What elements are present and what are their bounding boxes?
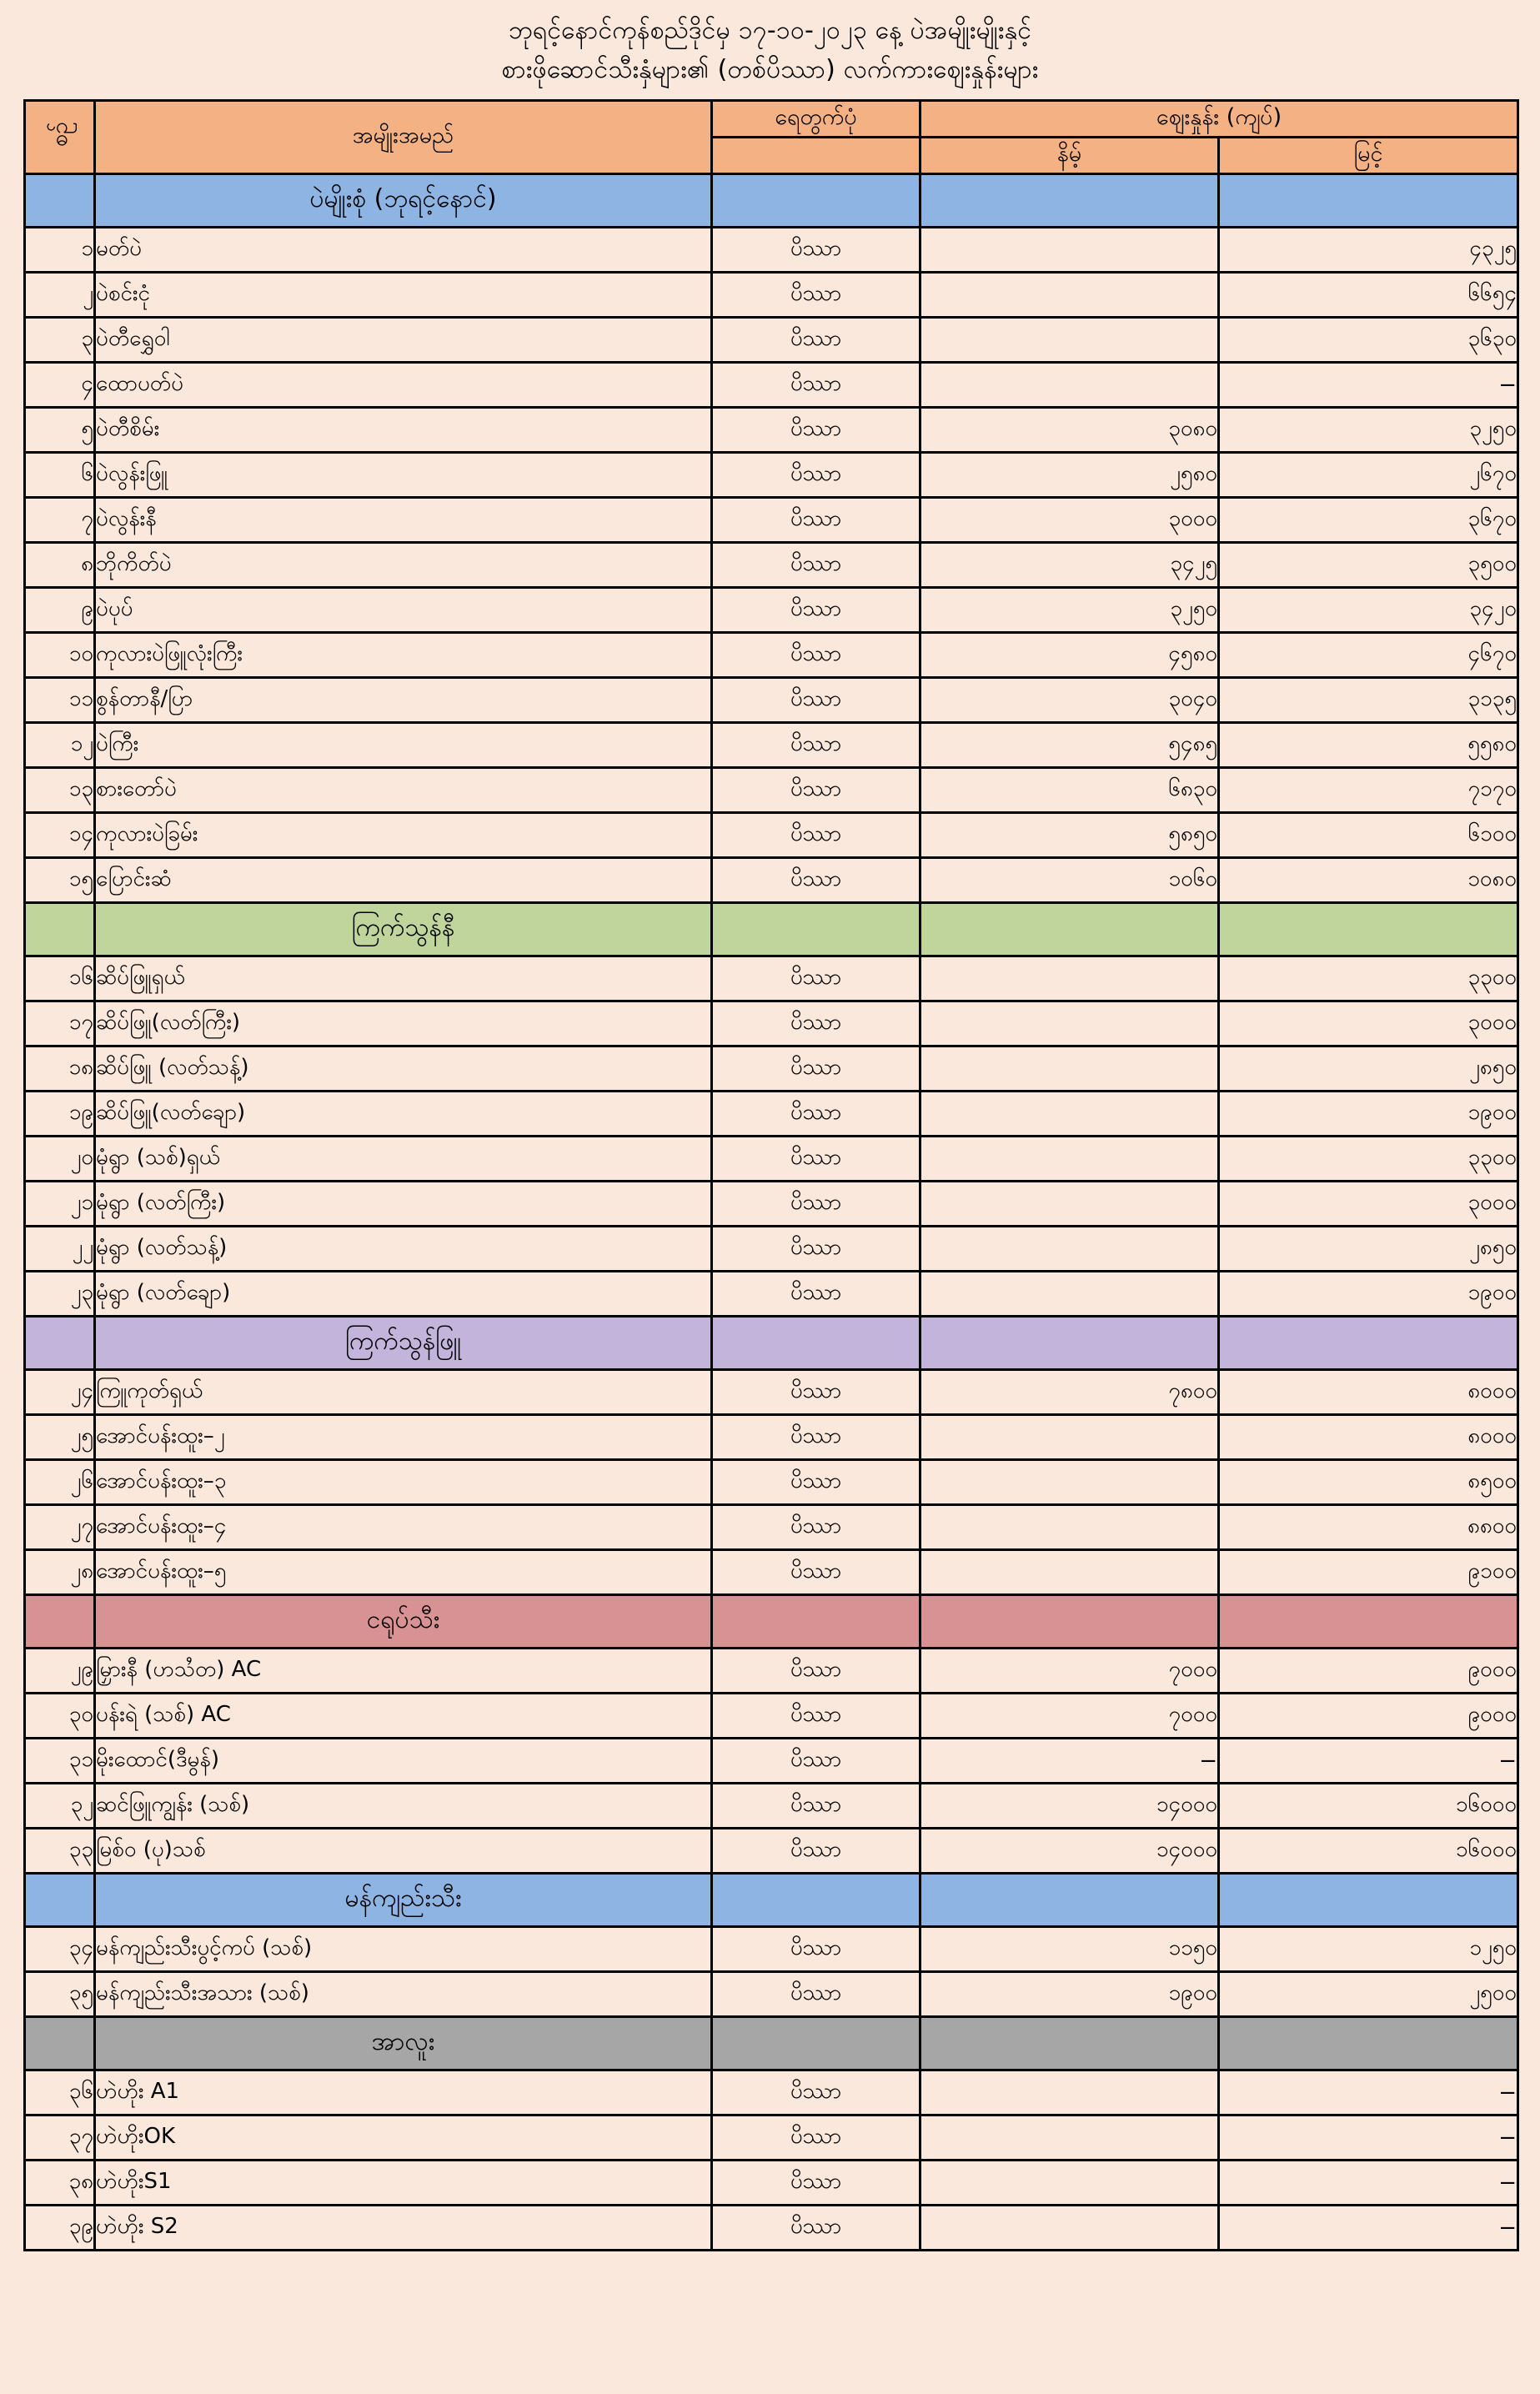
table-row	[25, 453, 1518, 498]
row-item-name-cell: ဘိုကိတ်ပဲ	[95, 543, 712, 588]
row-index-cell: ၁၉	[25, 1092, 95, 1137]
row-index-cell: ၁၇	[25, 1001, 95, 1046]
row-price-high-cell: ၁၆၀၀၀	[1219, 1784, 1518, 1829]
row-price-low-cell	[920, 363, 1219, 408]
table-body	[25, 174, 1518, 2251]
row-unit-cell: ပိဿာ	[712, 1739, 920, 1784]
section-low-cell	[920, 174, 1219, 228]
table-row	[25, 228, 1518, 273]
row-price-low-cell: ၁၉၀၀	[920, 1972, 1219, 2017]
section-high-cell	[1219, 1874, 1518, 1927]
price-table	[23, 99, 1519, 2251]
row-index-cell: ၁၃	[25, 768, 95, 813]
row-price-high-cell: ၆၆၅၄	[1219, 273, 1518, 318]
row-price-high-cell: ၂၆၇၀	[1219, 453, 1518, 498]
row-price-low-cell: ၇၀၀၀	[920, 1649, 1219, 1694]
table-row	[25, 318, 1518, 363]
row-unit-cell: ပိဿာ	[712, 858, 920, 903]
row-index-cell: ၂၇	[25, 1505, 95, 1550]
row-price-low-cell: ၅၈၅၀	[920, 813, 1219, 858]
row-price-high-cell: ၈၀၀၀	[1219, 1415, 1518, 1460]
row-item-name-cell: မန်ကျည်းသီးအသား (သစ်)	[95, 1972, 712, 2017]
row-price-high-cell: ၉၀၀၀	[1219, 1649, 1518, 1694]
row-price-high-cell: ၂၈၅၀	[1219, 1227, 1518, 1272]
row-price-low-cell: ၃၄၂၅	[920, 543, 1219, 588]
row-item-name-cell: မြှားနီ (ဟသႆတ) AC	[95, 1649, 712, 1694]
row-unit-cell: ပိဿာ	[712, 1272, 920, 1317]
table-row	[25, 858, 1518, 903]
row-price-high-cell: ၃၀၀၀	[1219, 1182, 1518, 1227]
row-price-low-cell	[920, 2206, 1219, 2251]
row-unit-cell: ပိဿာ	[712, 273, 920, 318]
row-price-low-cell: ၁၀၆၀	[920, 858, 1219, 903]
row-item-name-cell: အောင်ပန်းထူး–၃	[95, 1460, 712, 1505]
row-unit-cell: ပိဿာ	[712, 2070, 920, 2115]
section-title: အာလူး	[95, 2017, 712, 2070]
row-index-cell: ၂၄	[25, 1370, 95, 1415]
table-row	[25, 1550, 1518, 1595]
row-price-high-cell: ၉၁၀၀	[1219, 1550, 1518, 1595]
section-low-cell	[920, 903, 1219, 956]
row-item-name-cell: ပဲတီရွှေဝါ	[95, 318, 712, 363]
row-price-low-cell	[920, 1001, 1219, 1046]
table-row	[25, 1505, 1518, 1550]
column-header-low: နိမ့်	[920, 138, 1219, 174]
section-high-cell	[1219, 903, 1518, 956]
row-price-high-cell: ၃၆၇၀	[1219, 498, 1518, 543]
row-index-cell: ၇	[25, 498, 95, 543]
row-item-name-cell: ကြူကုတ်ရှယ်	[95, 1370, 712, 1415]
row-item-name-cell: ပဲလွန်းဖြူ	[95, 453, 712, 498]
section-high-cell	[1219, 1595, 1518, 1649]
row-unit-cell: ပိဿာ	[712, 1784, 920, 1829]
row-price-low-cell	[920, 1460, 1219, 1505]
row-index-cell: ၃	[25, 318, 95, 363]
row-price-high-cell: ၈၈၀၀	[1219, 1505, 1518, 1550]
row-item-name-cell: ပန်းရဲ (သစ်) AC	[95, 1694, 712, 1739]
section-title: ကြက်သွန်နီ	[95, 903, 712, 956]
row-price-low-cell	[920, 318, 1219, 363]
row-price-low-cell	[920, 273, 1219, 318]
row-item-name-cell: မြစ်ဝ (ပု)သစ်	[95, 1829, 712, 1874]
section-unit-cell	[712, 1874, 920, 1927]
section-high-cell	[1219, 174, 1518, 228]
row-price-low-cell	[920, 1227, 1219, 1272]
row-price-high-cell: ၈၀၀၀	[1219, 1370, 1518, 1415]
row-price-high-cell: ၃၆၃၀	[1219, 318, 1518, 363]
row-price-low-cell: ၅၄၈၅	[920, 723, 1219, 768]
row-price-low-cell	[920, 1046, 1219, 1092]
section-unit-cell	[712, 2017, 920, 2070]
table-row	[25, 273, 1518, 318]
row-price-high-cell: ၃၅၀၀	[1219, 543, 1518, 588]
row-item-name-cell: မန်ကျည်းသီးပွင့်ကပ် (သစ်)	[95, 1927, 712, 1972]
row-price-low-cell	[920, 1092, 1219, 1137]
row-item-name-cell: မတ်ပဲ	[95, 228, 712, 273]
row-index-cell: ၁၆	[25, 956, 95, 1001]
row-index-cell: ၆	[25, 453, 95, 498]
table-row	[25, 1829, 1518, 1874]
section-unit-cell	[712, 1595, 920, 1649]
table-row	[25, 1137, 1518, 1182]
row-unit-cell: ပိဿာ	[712, 1927, 920, 1972]
row-unit-cell: ပိဿာ	[712, 956, 920, 1001]
table-row	[25, 1001, 1518, 1046]
row-unit-cell: ပိဿာ	[712, 1972, 920, 2017]
section-title: ကြက်သွန်ဖြူ	[95, 1317, 712, 1370]
row-price-low-cell: ၃၀၄၀	[920, 678, 1219, 723]
table-row	[25, 1972, 1518, 2017]
row-index-cell: ၂၀	[25, 1137, 95, 1182]
row-unit-cell: ပိဿာ	[712, 813, 920, 858]
row-item-name-cell: ပဲလွန်းနီ	[95, 498, 712, 543]
row-price-low-cell	[920, 1550, 1219, 1595]
table-row	[25, 498, 1518, 543]
section-unit-cell	[712, 174, 920, 228]
row-price-high-cell: ၆၁၀၀	[1219, 813, 1518, 858]
row-unit-cell: ပိဿာ	[712, 768, 920, 813]
row-index-cell: ၂၅	[25, 1415, 95, 1460]
row-index-cell: ၁၅	[25, 858, 95, 903]
row-price-low-cell: ၁၄၀၀၀	[920, 1784, 1219, 1829]
row-index-cell: ၂	[25, 273, 95, 318]
row-unit-cell: ပိဿာ	[712, 228, 920, 273]
row-item-name-cell: ကုလားပဲခြမ်း	[95, 813, 712, 858]
row-unit-cell: ပိဿာ	[712, 1460, 920, 1505]
row-unit-cell: ပိဿာ	[712, 1370, 920, 1415]
table-row	[25, 633, 1518, 678]
row-price-high-cell: ၁၆၀၀၀	[1219, 1829, 1518, 1874]
row-unit-cell: ပိဿာ	[712, 1550, 920, 1595]
row-item-name-cell: အောင်ပန်းထူး–၅	[95, 1550, 712, 1595]
section-header-row	[25, 2017, 1518, 2070]
row-unit-cell: ပိဿာ	[712, 1649, 920, 1694]
row-price-low-cell: ၂၅၈၀	[920, 453, 1219, 498]
table-row	[25, 1460, 1518, 1505]
row-item-name-cell: မုံရွာ (လတ်ချော)	[95, 1272, 712, 1317]
section-no-cell	[25, 1317, 95, 1370]
row-index-cell: ၂၈	[25, 1550, 95, 1595]
row-price-low-cell	[920, 2115, 1219, 2161]
column-header-name: အမျိုးအမည်	[95, 101, 712, 174]
table-row	[25, 1649, 1518, 1694]
table-row	[25, 768, 1518, 813]
row-item-name-cell: မုံရွာ (သစ်)ရှယ်	[95, 1137, 712, 1182]
row-item-name-cell: ဆင်ဖြူကျွန်း (သစ်)	[95, 1784, 712, 1829]
row-unit-cell: ပိဿာ	[712, 1505, 920, 1550]
row-price-high-cell: ၃၄၂၀	[1219, 588, 1518, 633]
row-index-cell: ၃၁	[25, 1739, 95, 1784]
row-price-low-cell	[920, 956, 1219, 1001]
header-row-main	[25, 101, 1518, 138]
row-index-cell: ၃၃	[25, 1829, 95, 1874]
row-price-low-cell: ၃၀၈၀	[920, 408, 1219, 453]
row-price-high-cell: ၄၃၂၅	[1219, 228, 1518, 273]
table-row	[25, 1227, 1518, 1272]
row-price-high-cell: ၃၃၀၀	[1219, 956, 1518, 1001]
section-high-cell	[1219, 2017, 1518, 2070]
row-unit-cell: ပိဿာ	[712, 543, 920, 588]
table-row	[25, 2070, 1518, 2115]
table-row	[25, 723, 1518, 768]
section-low-cell	[920, 1874, 1219, 1927]
table-row	[25, 1092, 1518, 1137]
row-unit-cell: ပိဿာ	[712, 1415, 920, 1460]
row-item-name-cell: ပဲတီစိမ်း	[95, 408, 712, 453]
row-index-cell: ၃၇	[25, 2115, 95, 2161]
row-price-high-cell: ၄၆၇၀	[1219, 633, 1518, 678]
section-no-cell	[25, 1874, 95, 1927]
table-row	[25, 678, 1518, 723]
row-item-name-cell: ဟဲဟိုးOK	[95, 2115, 712, 2161]
row-index-cell: ၃၂	[25, 1784, 95, 1829]
section-no-cell	[25, 1595, 95, 1649]
row-unit-cell: ပိဿာ	[712, 408, 920, 453]
row-index-cell: ၁၀	[25, 633, 95, 678]
row-item-name-cell: ထောပတ်ပဲ	[95, 363, 712, 408]
row-item-name-cell: ဆိပ်ဖြူ(လတ်ချော)	[95, 1092, 712, 1137]
row-price-low-cell: ၃၂၅၀	[920, 588, 1219, 633]
column-header-unit: ရေတွက်ပုံ	[712, 101, 920, 138]
row-price-high-cell: ၇၁၇၀	[1219, 768, 1518, 813]
row-unit-cell: ပိဿာ	[712, 2115, 920, 2161]
row-item-name-cell: စွန်တာနီ/ပြာ	[95, 678, 712, 723]
table-row	[25, 1739, 1518, 1784]
row-unit-cell: ပိဿာ	[712, 1092, 920, 1137]
column-header-unit-spacer	[712, 138, 920, 174]
section-header-row	[25, 1874, 1518, 1927]
row-index-cell: ၂၉	[25, 1649, 95, 1694]
table-row	[25, 1046, 1518, 1092]
row-index-cell: ၁၈	[25, 1046, 95, 1092]
table-row	[25, 1927, 1518, 1972]
table-header	[25, 101, 1518, 174]
row-unit-cell: ပိဿာ	[712, 1001, 920, 1046]
row-price-high-cell: ၁၉၀၀	[1219, 1092, 1518, 1137]
row-price-high-cell: ၉၀၀၀	[1219, 1694, 1518, 1739]
row-index-cell: ၃၄	[25, 1927, 95, 1972]
section-no-cell	[25, 2017, 95, 2070]
section-header-row	[25, 1595, 1518, 1649]
row-price-low-cell: ၇၈၀၀	[920, 1370, 1219, 1415]
row-price-high-cell: ၁၂၅၀	[1219, 1927, 1518, 1972]
table-row	[25, 2206, 1518, 2251]
row-price-low-cell: ၇၀၀၀	[920, 1694, 1219, 1739]
row-unit-cell: ပိဿာ	[712, 1227, 920, 1272]
table-container	[0, 99, 1540, 2251]
section-no-cell	[25, 174, 95, 228]
row-price-high-cell: −	[1219, 363, 1518, 408]
row-item-name-cell: မုံရွာ (လတ်ကြီး)	[95, 1182, 712, 1227]
page-title	[0, 0, 1540, 99]
row-item-name-cell: မိုးထောင်(ဒီမွန်)	[95, 1739, 712, 1784]
table-row	[25, 813, 1518, 858]
row-price-low-cell	[920, 228, 1219, 273]
table-row	[25, 1415, 1518, 1460]
section-low-cell	[920, 1317, 1219, 1370]
row-item-name-cell: ဟဲဟိုး S2	[95, 2206, 712, 2251]
table-row	[25, 543, 1518, 588]
table-row	[25, 408, 1518, 453]
row-unit-cell: ပိဿာ	[712, 1694, 920, 1739]
row-price-high-cell: ၈၅၀၀	[1219, 1460, 1518, 1505]
row-item-name-cell: ပဲစင်းငုံ	[95, 273, 712, 318]
row-item-name-cell: ပဲပုပ်	[95, 588, 712, 633]
row-index-cell: ၃၉	[25, 2206, 95, 2251]
row-index-cell: ၂၁	[25, 1182, 95, 1227]
row-index-cell: ၉	[25, 588, 95, 633]
section-unit-cell	[712, 903, 920, 956]
row-index-cell: ၈	[25, 543, 95, 588]
row-index-cell: ၂၆	[25, 1460, 95, 1505]
row-price-low-cell: ၃၀၀၀	[920, 498, 1219, 543]
row-price-high-cell: ၂၅၀၀	[1219, 1972, 1518, 2017]
row-unit-cell: ပိဿာ	[712, 453, 920, 498]
row-index-cell: ၃၅	[25, 1972, 95, 2017]
row-price-high-cell: ၁၉၀၀	[1219, 1272, 1518, 1317]
table-row	[25, 1784, 1518, 1829]
row-item-name-cell: ဆိပ်ဖြူ(လတ်ကြီး)	[95, 1001, 712, 1046]
row-price-high-cell: ၃၂၅၀	[1219, 408, 1518, 453]
column-header-no-label: စဉ်	[47, 121, 73, 148]
row-item-name-cell: ပဲကြီး	[95, 723, 712, 768]
row-item-name-cell: ဟဲဟိုး A1	[95, 2070, 712, 2115]
row-price-high-cell: ၁၀၈၀	[1219, 858, 1518, 903]
section-low-cell	[920, 2017, 1219, 2070]
section-header-row	[25, 174, 1518, 228]
row-unit-cell: ပိဿာ	[712, 363, 920, 408]
table-row	[25, 2115, 1518, 2161]
row-item-name-cell: မုံရွာ (လတ်သန့်)	[95, 1227, 712, 1272]
row-price-low-cell: ၄၅၈၀	[920, 633, 1219, 678]
section-no-cell	[25, 903, 95, 956]
row-index-cell: ၂၂	[25, 1227, 95, 1272]
row-price-low-cell: ၆၈၃၀	[920, 768, 1219, 813]
section-title: ပဲမျိုးစုံ (ဘုရင့်နောင်)	[95, 174, 712, 228]
table-row	[25, 1694, 1518, 1739]
section-header-row	[25, 903, 1518, 956]
row-price-low-cell	[920, 1137, 1219, 1182]
row-item-name-cell: စားတော်ပဲ	[95, 768, 712, 813]
row-price-high-cell: −	[1219, 2206, 1518, 2251]
section-low-cell	[920, 1595, 1219, 1649]
row-price-low-cell	[920, 1272, 1219, 1317]
row-unit-cell: ပိဿာ	[712, 1829, 920, 1874]
row-price-high-cell: ၃၃၀၀	[1219, 1137, 1518, 1182]
row-price-low-cell: −	[920, 1739, 1219, 1784]
section-title: မန်ကျည်းသီး	[95, 1874, 712, 1927]
row-index-cell: ၅	[25, 408, 95, 453]
row-item-name-cell: ဆိပ်ဖြူရှယ်	[95, 956, 712, 1001]
section-unit-cell	[712, 1317, 920, 1370]
row-price-high-cell: −	[1219, 1739, 1518, 1784]
row-index-cell: ၁၁	[25, 678, 95, 723]
row-index-cell: ၃၈	[25, 2161, 95, 2206]
row-index-cell: ၃၆	[25, 2070, 95, 2115]
row-price-low-cell	[920, 1415, 1219, 1460]
row-index-cell: ၁၂	[25, 723, 95, 768]
row-price-low-cell	[920, 2070, 1219, 2115]
table-row	[25, 363, 1518, 408]
row-price-low-cell: ၁၄၀၀၀	[920, 1829, 1219, 1874]
table-row	[25, 956, 1518, 1001]
row-index-cell: ၁	[25, 228, 95, 273]
row-unit-cell: ပိဿာ	[712, 678, 920, 723]
row-item-name-cell: ကုလားပဲဖြူလုံးကြီး	[95, 633, 712, 678]
row-item-name-cell: ဆိပ်ဖြူ (လတ်သန့်)	[95, 1046, 712, 1092]
section-high-cell	[1219, 1317, 1518, 1370]
table-row	[25, 2161, 1518, 2206]
row-unit-cell: ပိဿာ	[712, 1182, 920, 1227]
row-price-high-cell: ၃၁၃၅	[1219, 678, 1518, 723]
column-header-no	[25, 101, 95, 174]
row-item-name-cell: ပြောင်းဆံ	[95, 858, 712, 903]
row-price-high-cell: ၃၀၀၀	[1219, 1001, 1518, 1046]
table-row	[25, 588, 1518, 633]
row-item-name-cell: အောင်ပန်းထူး–၂	[95, 1415, 712, 1460]
section-header-row	[25, 1317, 1518, 1370]
row-price-low-cell	[920, 2161, 1219, 2206]
row-item-name-cell: အောင်ပန်းထူး–၄	[95, 1505, 712, 1550]
row-index-cell: ၃၀	[25, 1694, 95, 1739]
row-unit-cell: ပိဿာ	[712, 633, 920, 678]
title-line-1: ဘုရင့်နောင်ကုန်စည်ဒိုင်မှ ၁၇-၁၀-၂၀၂၃ နေ့ ပဲအမျိုးမျိုးနှင့်	[508, 16, 1032, 45]
row-price-high-cell: −	[1219, 2070, 1518, 2115]
row-price-low-cell	[920, 1505, 1219, 1550]
column-header-high: မြင့်	[1219, 138, 1518, 174]
row-price-low-cell	[920, 1182, 1219, 1227]
row-unit-cell: ပိဿာ	[712, 1137, 920, 1182]
title-line-2: စားဖိုဆောင်သီးနှံများ၏ (တစ်ပိဿာ) လက်ကားဈေးနှုန်းများ	[501, 54, 1039, 84]
table-row	[25, 1182, 1518, 1227]
row-index-cell: ၁၄	[25, 813, 95, 858]
row-index-cell: ၂၃	[25, 1272, 95, 1317]
row-price-high-cell: −	[1219, 2115, 1518, 2161]
row-price-low-cell: ၁၁၅၀	[920, 1927, 1219, 1972]
column-header-price-group: ဈေးနှုန်း (ကျပ်)	[920, 101, 1518, 138]
row-price-high-cell: ၂၈၅၀	[1219, 1046, 1518, 1092]
row-price-high-cell: ၅၅၈၀	[1219, 723, 1518, 768]
row-price-high-cell: −	[1219, 2161, 1518, 2206]
row-unit-cell: ပိဿာ	[712, 498, 920, 543]
section-title: ငရုပ်သီး	[95, 1595, 712, 1649]
row-item-name-cell: ဟဲဟိုးS1	[95, 2161, 712, 2206]
row-unit-cell: ပိဿာ	[712, 318, 920, 363]
table-row	[25, 1272, 1518, 1317]
row-unit-cell: ပိဿာ	[712, 2206, 920, 2251]
row-unit-cell: ပိဿာ	[712, 588, 920, 633]
row-unit-cell: ပိဿာ	[712, 1046, 920, 1092]
table-row	[25, 1370, 1518, 1415]
row-index-cell: ၄	[25, 363, 95, 408]
row-unit-cell: ပိဿာ	[712, 723, 920, 768]
row-unit-cell: ပိဿာ	[712, 2161, 920, 2206]
